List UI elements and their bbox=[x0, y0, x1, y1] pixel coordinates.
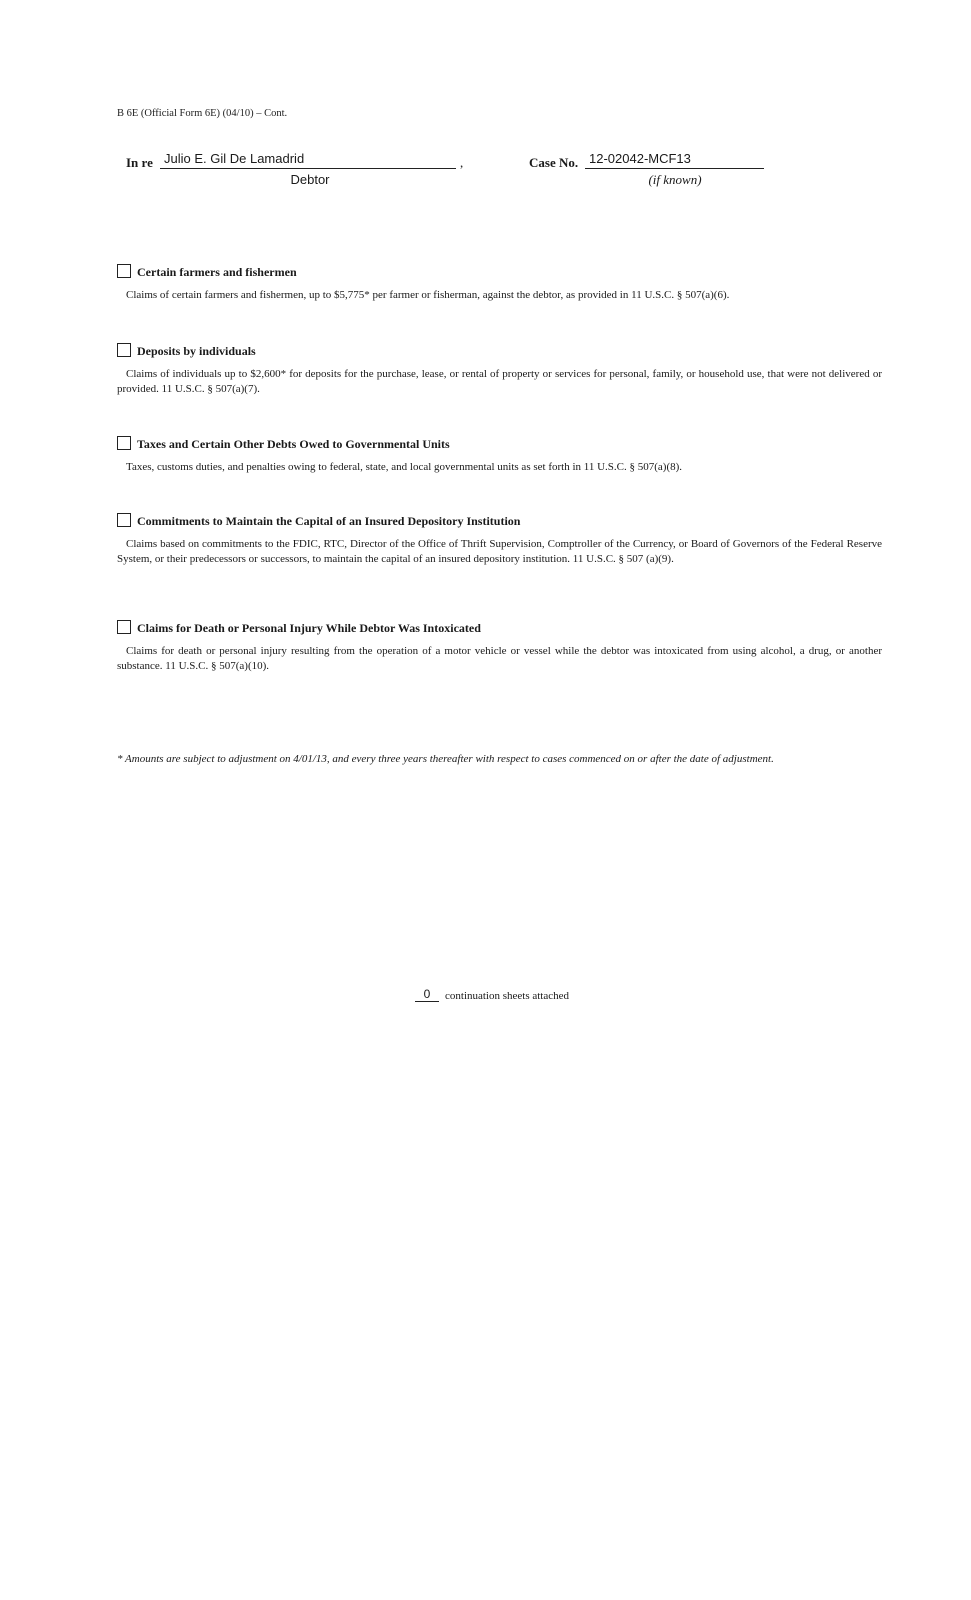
section-title: Certain farmers and fishermen bbox=[137, 265, 297, 279]
section-title: Deposits by individuals bbox=[137, 344, 256, 358]
continuation-count: 0 bbox=[415, 988, 439, 1002]
section-header bbox=[117, 258, 882, 278]
checkbox-icon[interactable] bbox=[117, 620, 131, 634]
section-body: Claims of certain farmers and fishermen, up to $5,775* per farmer or fisherman, against the debtor, as provided in 11 U.S.C. § 507(a)(6). bbox=[126, 289, 730, 301]
checkbox-icon[interactable] bbox=[117, 264, 131, 278]
debtor-caption: Debtor bbox=[290, 172, 330, 187]
section-header bbox=[117, 614, 882, 634]
continuation-label: continuation sheets attached bbox=[445, 990, 570, 1002]
checkbox-icon[interactable] bbox=[117, 436, 131, 450]
case-number-field: 12-02042-MCF13 bbox=[585, 152, 764, 169]
section-title: Commitments to Maintain the Capital of an Insured Depository Institution bbox=[137, 514, 521, 528]
section-taxes-governmental bbox=[117, 430, 882, 475]
section-header bbox=[117, 430, 882, 450]
section-body: Claims of individuals up to $2,600* for deposits for the purchase, lease, or rental of property or services for personal, family, or household use, that were not delivered or provided. 11 U.S.C. § 507(a)(7). bbox=[117, 368, 882, 395]
section-body: Claims based on commitments to the FDIC, RTC, Director of the Office of Thrift Supervision, Comptroller of the Currency, or Board of Governors of the Federal Reserve System, or their predecessors or successors, to maintain the capital of an insured depository institution. 11 U.S.C. § 507 (a)(9). bbox=[117, 538, 882, 565]
section-title: Claims for Death or Personal Injury While Debtor Was Intoxicated bbox=[137, 621, 481, 635]
form-identifier: B 6E (Official Form 6E) (04/10) – Cont. bbox=[117, 108, 288, 119]
section-insured-depository bbox=[117, 507, 882, 567]
section-title: Taxes and Certain Other Debts Owed to Governmental Units bbox=[137, 437, 450, 451]
if-known-caption: (if known) bbox=[648, 172, 702, 187]
section-death-injury-intoxicated bbox=[117, 614, 882, 674]
checkbox-icon[interactable] bbox=[117, 513, 131, 527]
case-no-label: Case No. bbox=[529, 155, 579, 170]
section-farmers-fishermen bbox=[117, 258, 882, 303]
debtor-name-field: Julio E. Gil De Lamadrid bbox=[160, 152, 456, 169]
section-deposits-individuals bbox=[117, 337, 882, 397]
comma: , bbox=[460, 155, 464, 170]
in-re-label: In re bbox=[126, 155, 153, 170]
section-body: Taxes, customs duties, and penalties owing to federal, state, and local governmental units as set forth in 11 U.S.C. § 507(a)(8). bbox=[126, 461, 683, 473]
section-header bbox=[117, 337, 882, 357]
footnote: * Amounts are subject to adjustment on 4/01/13, and every three years thereafter with respect to cases commenced on or after the date of adjustment. bbox=[117, 753, 774, 765]
continuation-sheets bbox=[415, 988, 569, 1002]
section-body: Claims for death or personal injury resulting from the operation of a motor vehicle or vessel while the debtor was intoxicated from using alcohol, a drug, or another substance. 11 U.S.C. § 507(a)(10). bbox=[117, 645, 882, 672]
checkbox-icon[interactable] bbox=[117, 343, 131, 357]
section-header bbox=[117, 507, 882, 527]
